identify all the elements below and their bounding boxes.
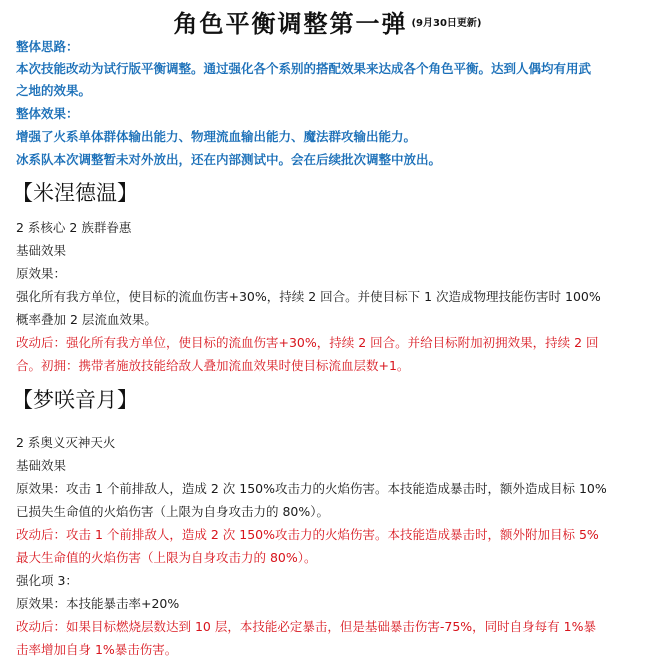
page-title: [0, 4, 655, 39]
enhancement-changed-text-1: 改动后：如果目标燃烧层数达到 10 层，本技能必定暴击，但是基础暴击伤害-75%，同时自身每有 1%暴: [16, 619, 596, 634]
base-effect-label: 基础效果: [16, 243, 67, 258]
original-effect-text-1: 强化所有我方单位，使目标的流血伤害+30%，持续 2 回合。并使目标下 1 次造成物理技能伤害时 100%: [16, 289, 601, 304]
title-main: 角色平衡调整第一弹: [173, 10, 408, 38]
changed-effect-text-2: 最大生命值的火焰伤害（上限为自身攻击力的 80%）。: [16, 550, 317, 565]
changed-effect-text-1: 改动后：强化所有我方单位，使目标的流血伤害+30%，持续 2 回合。并给目标附加初拥效果，持续 2 回: [16, 335, 599, 350]
overall-effect-text-2: 冰系队本次调整暂未对外放出，还在内部测试中。会在后续批次调整中放出。: [16, 152, 442, 167]
skill-name: 2 系奥义灭神天火: [16, 435, 116, 450]
original-effect-text-1: 原效果：攻击 1 个前排敌人，造成 2 次 150%攻击力的火焰伤害。本技能造成暴击时，额外造成目标 10%: [16, 481, 607, 496]
overall-idea-text-2: 之地的效果。: [16, 83, 92, 98]
title-update-date: (9月30日更新): [411, 18, 482, 29]
character-heading-minedwin: 【米涅德温】: [12, 181, 138, 205]
character-heading-mengxiao: 【梦咲音月】: [12, 388, 138, 412]
base-effect-label: 基础效果: [16, 458, 67, 473]
original-effect-text-2: 概率叠加 2 层流血效果。: [16, 312, 157, 327]
changed-effect-text-1: 改动后：攻击 1 个前排敌人，造成 2 次 150%攻击力的火焰伤害。本技能造成暴击时，额外附加目标 5%: [16, 527, 599, 542]
overall-idea-text-1: 本次技能改动为试行版平衡调整。通过强化各个系别的搭配效果来达成各个角色平衡。达到人偶均有用武: [16, 61, 592, 76]
enhancement-original-text: 原效果：本技能暴击率+20%: [16, 596, 180, 611]
overall-effect-label: 整体效果：: [16, 106, 79, 121]
overall-idea-label: 整体思路：: [16, 39, 79, 54]
skill-name: 2 系核心 2 族群眷惠: [16, 220, 132, 235]
overall-effect-text-1: 增强了火系单体群体输出能力、物理流血输出能力、魔法群攻输出能力。: [16, 129, 417, 144]
enhancement-label: 强化项 3：: [16, 573, 78, 588]
changed-effect-text-2: 合。初拥：携带者施放技能给敌人叠加流血效果时使目标流血层数+1。: [16, 358, 410, 373]
original-effect-label: 原效果：: [16, 266, 67, 281]
enhancement-changed-text-2: 击率增加自身 1%暴击伤害。: [16, 642, 178, 657]
original-effect-text-2: 已损失生命值的火焰伤害（上限为自身攻击力的 80%）。: [16, 504, 330, 519]
